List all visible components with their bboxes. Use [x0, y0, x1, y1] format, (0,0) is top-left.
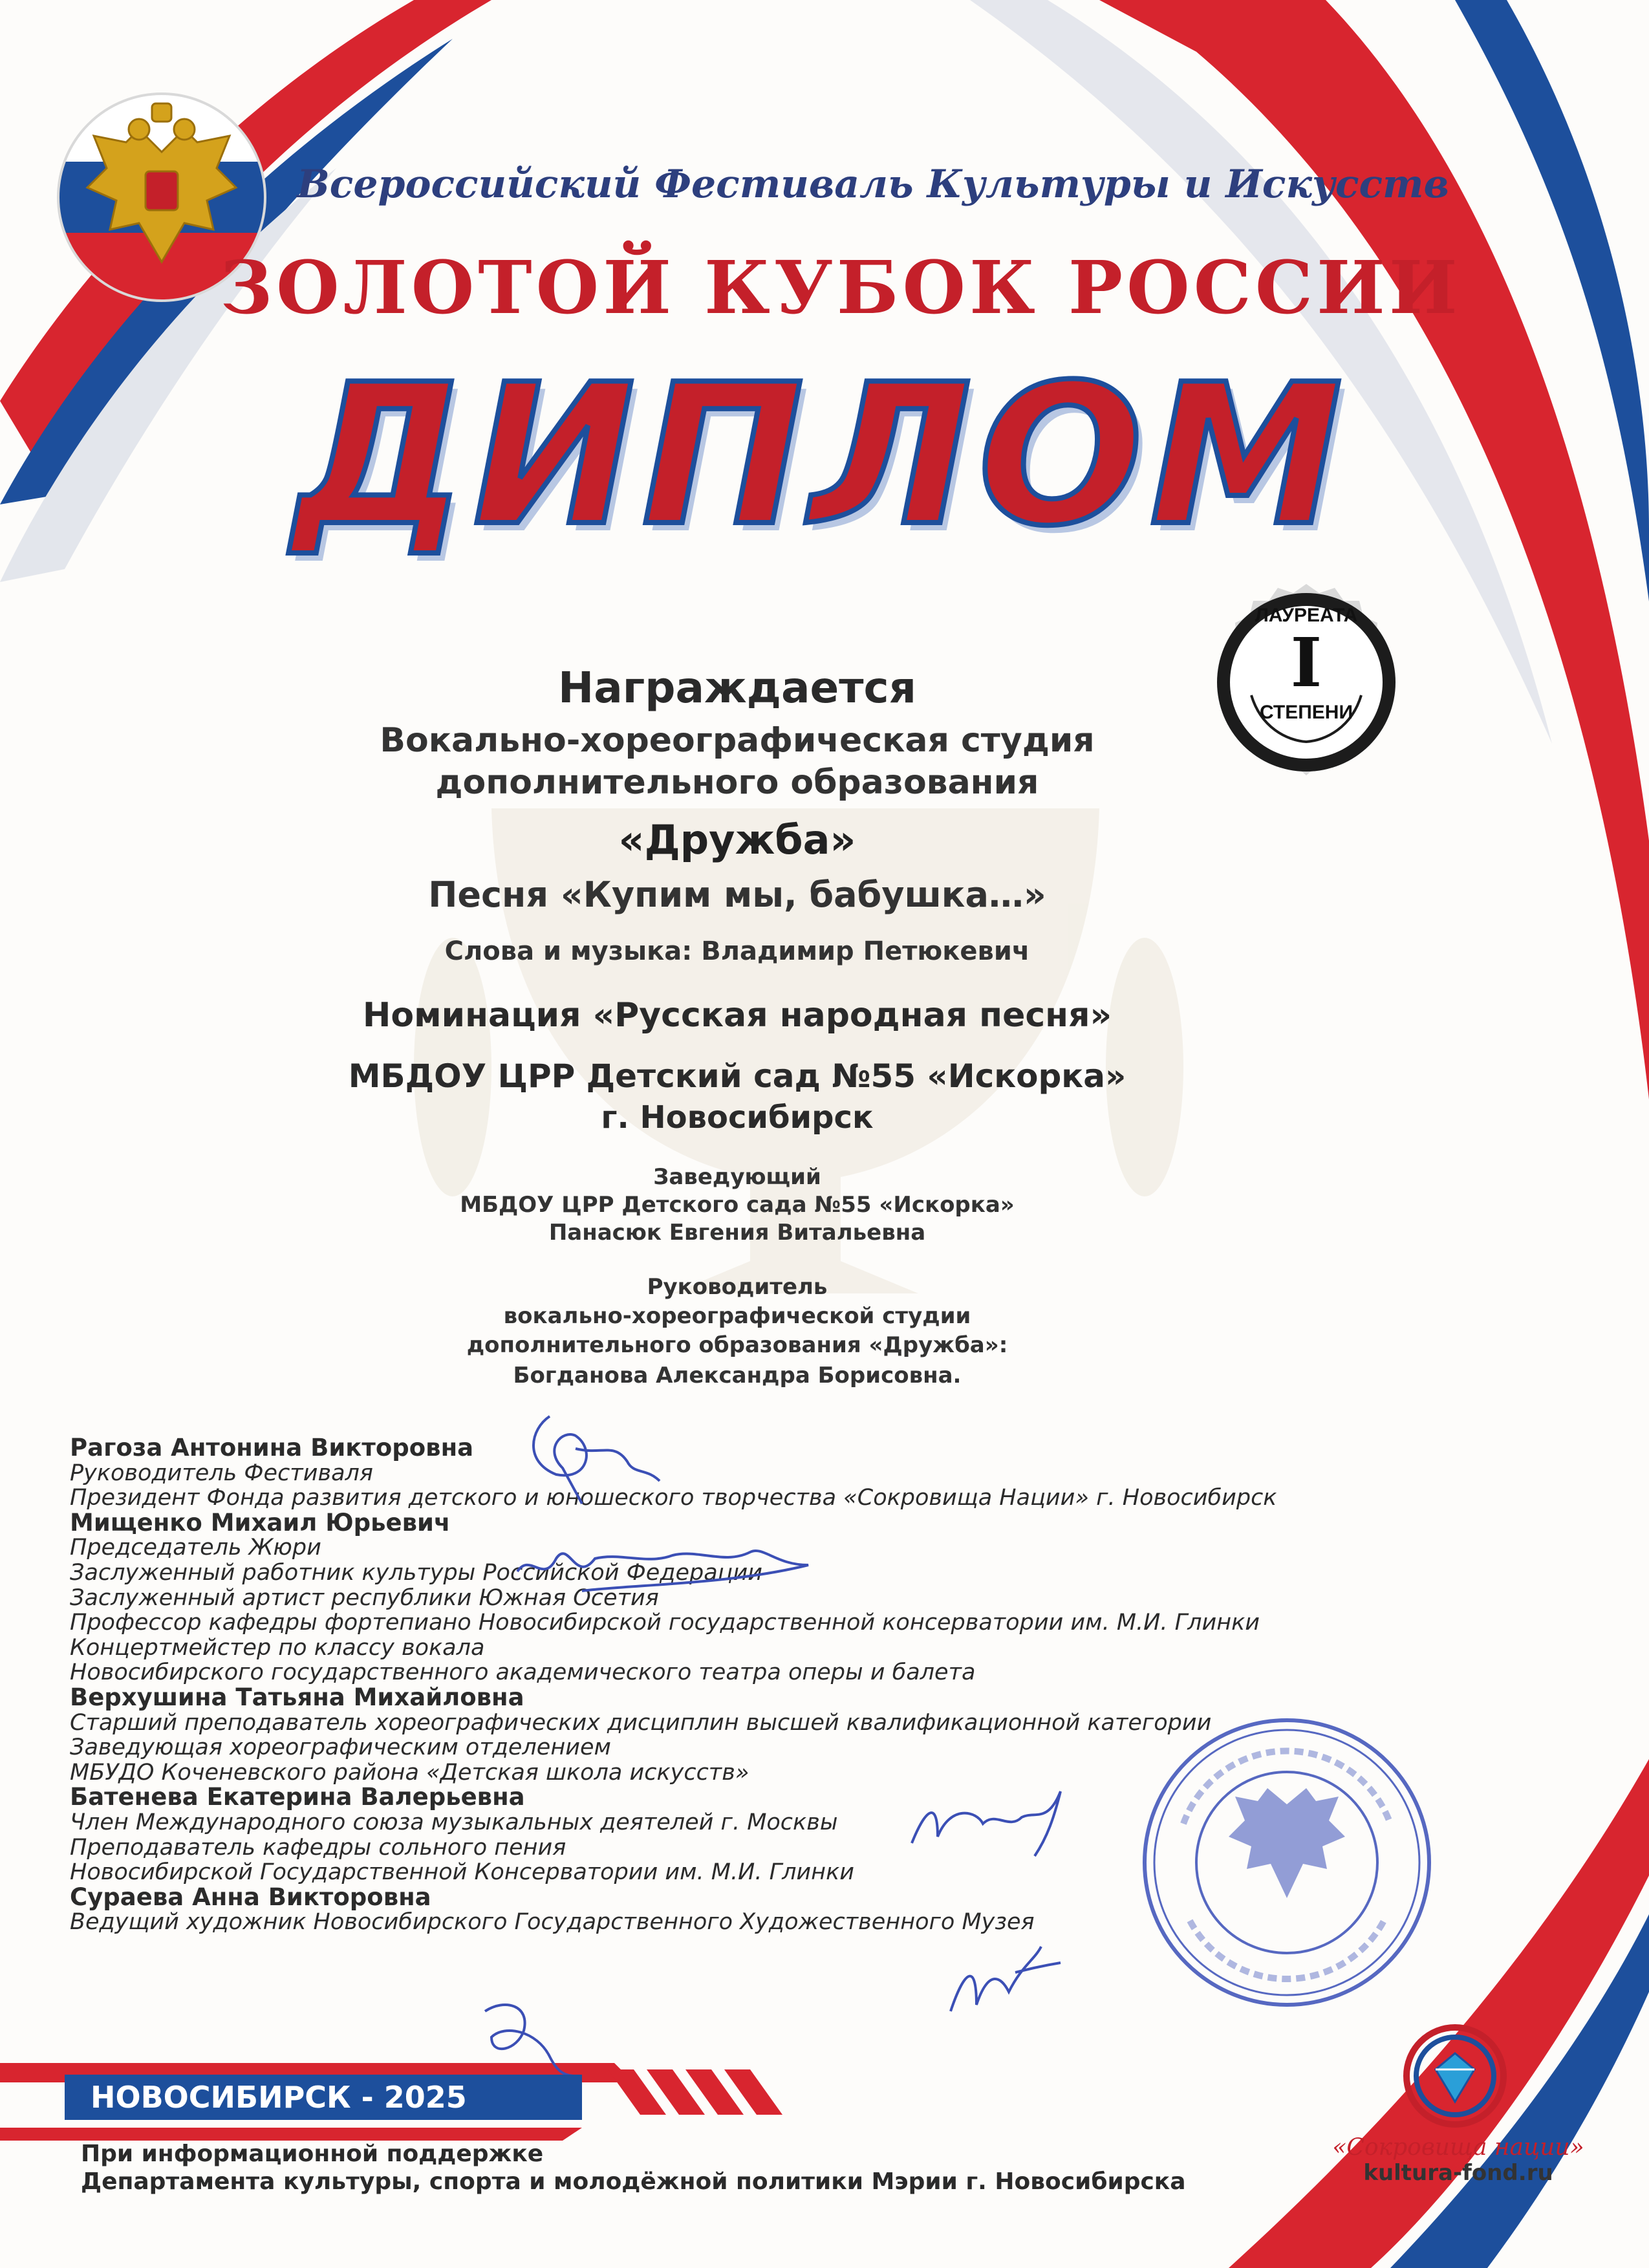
- signature-ragoza: [534, 1416, 660, 1504]
- diploma-title: ДИПЛОМ: [293, 343, 1350, 568]
- cup-title: ЗОЛОТОЙ КУБОК РОССИИ: [220, 246, 1461, 330]
- song-title: Песня «Купим мы, бабушка…»: [428, 874, 1046, 915]
- jury-member-title: Ведущий художник Новосибирского Государственного Художественного Музея: [70, 1909, 1035, 1936]
- jury-member-title: Заведующая хореографическим отделением: [70, 1734, 611, 1761]
- jury-member-title: Профессор кафедры фортепиано Новосибирской государственной консерватории им. М.И. Глинки: [70, 1610, 1260, 1636]
- manager-role: Заведующий: [653, 1164, 821, 1190]
- leader-role: Руководитель: [647, 1274, 828, 1300]
- stamp-eagle-icon: [1229, 1788, 1345, 1898]
- jury-member-title: Новосибирской Государственной Консерватории им. М.И. Глинки: [70, 1859, 854, 1886]
- support-line-1: При информационной поддержке: [81, 2141, 544, 2167]
- jury-member-title: Преподаватель кафедры сольного пения: [70, 1834, 566, 1861]
- manager-org: МБДОУ ЦРР Детского сада №55 «Искорка»: [460, 1192, 1015, 1218]
- signatures-top: [504, 1390, 867, 1597]
- fund-logo: [1364, 2018, 1546, 2134]
- signature-suraeva: [466, 1985, 595, 2082]
- organization: МБДОУ ЦРР Детский сад №55 «Искорка»: [348, 1057, 1126, 1095]
- city-year-banner: НОВОСИБИРСК - 2025: [65, 2075, 582, 2120]
- jury-member-title: МБУДО Коченевского района «Детская школа искусств»: [70, 1759, 749, 1786]
- jury-member-title: Член Международного союза музыкальных деятелей г. Москвы: [70, 1809, 838, 1835]
- nomination: Номинация «Русская народная песня»: [362, 996, 1112, 1035]
- jury-member-name: Мищенко Михаил Юрьевич: [70, 1508, 451, 1537]
- words-music-credit: Слова и музыка: Владимир Петюкевич: [444, 936, 1030, 966]
- signature-mishchenko: [517, 1551, 808, 1591]
- studio-name: «Дружба»: [618, 816, 856, 863]
- jury-member-title: Новосибирского государственного академического театра оперы и балета: [70, 1659, 976, 1686]
- leader-name: Богданова Александра Борисовна.: [513, 1363, 962, 1388]
- manager-name: Панасюк Евгения Витальевна: [548, 1220, 926, 1246]
- shield-icon: [146, 171, 178, 210]
- jury-member-name: Рагоза Антонина Викторовна: [70, 1434, 474, 1462]
- studio-line-2: дополнительного образования: [435, 763, 1039, 802]
- jury-member-name: Сураева Анна Викторовна: [70, 1883, 431, 1911]
- diamond-icon: [1436, 2053, 1474, 2102]
- support-line-2: Департамента культуры, спорта и молодёжной политики Мэрии г. Новосибирска: [81, 2168, 1186, 2195]
- jury-member-title: Президент Фонда развития детского и юношеского творчества «Сокровища Нации» г. Новосибирск: [70, 1485, 1277, 1511]
- jury-member-title: Заслуженный работник культуры Российской Федерации: [70, 1559, 762, 1586]
- jury-member-name: Верхушина Татьяна Михайловна: [70, 1683, 524, 1711]
- bottom-left-red-stripe-2: [0, 2128, 582, 2141]
- jury-member-title: Заслуженный артист республики Южная Осетия: [70, 1584, 659, 1611]
- jury-member-title: Старший преподаватель хореографических дисциплин высшей квалификационной категории: [70, 1709, 1212, 1736]
- jury-member-title: Концертмейстер по классу вокала: [70, 1634, 485, 1661]
- signature-verkhushina: [899, 1772, 1080, 1863]
- leader-line-2: дополнительного образования «Дружба»:: [466, 1332, 1008, 1358]
- jury-member-name: Батенева Екатерина Валерьевна: [70, 1783, 525, 1811]
- leader-line-1: вокально-хореографической студии: [503, 1303, 971, 1329]
- jury-member-title: Председатель Жюри: [70, 1535, 321, 1561]
- official-stamp: [1138, 1714, 1436, 2011]
- studio-line-1: Вокально-хореографическая студия: [380, 721, 1095, 760]
- city: г. Новосибирск: [601, 1099, 874, 1136]
- badge-bottom-text: СТЕПЕНИ: [1259, 702, 1353, 723]
- signature-bateneva: [938, 1934, 1067, 2024]
- badge-top-text: ЛАУРЕАТА: [1255, 605, 1358, 626]
- jury-member-title: Руководитель Фестиваля: [70, 1460, 373, 1486]
- fund-name: «Сокровища нации»: [1332, 2134, 1584, 2161]
- festival-title: Всероссийский Фестиваль Культуры и Искусств: [297, 162, 1449, 207]
- awarded-heading: Награждается: [557, 663, 917, 713]
- badge-numeral: I: [1290, 623, 1322, 702]
- fund-website: kultura-fond.ru: [1363, 2160, 1553, 2186]
